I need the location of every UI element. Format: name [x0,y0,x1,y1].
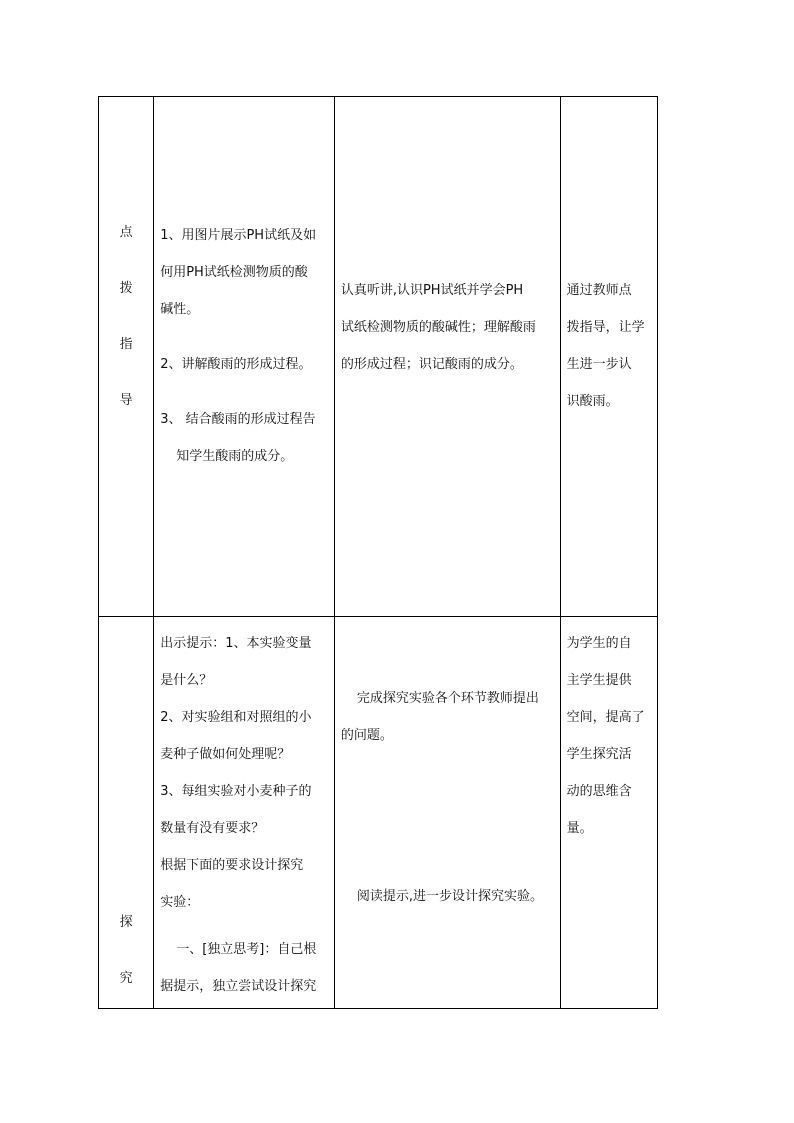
teacher-line: 实验： [160,895,200,910]
teacher-line: 一、[独立思考]：自己根 [176,942,317,957]
teacher-line: 2、对实验组和对照组的小 [160,710,312,725]
teacher-activity-cell [154,617,335,1009]
intent-line: 量。 [566,821,593,836]
stage-char: 点 [119,225,133,240]
stage-cell [99,617,154,1009]
teacher-line: 麦种子做如何处理呢？ [160,747,291,762]
teacher-line: 3、 结合酸雨的形成过程告 [160,412,316,427]
intent-line: 主学生提供 [566,673,632,688]
stage-char: 探 [119,915,133,930]
teacher-line: 根据下面的要求设计探究 [160,858,304,873]
student-line: 完成探究实验各个环节教师提出 [356,691,539,706]
intent-line: 识酸雨。 [566,394,619,409]
teacher-line: 2、讲解酸雨的形成过程。 [160,357,312,372]
stage-char: 拨 [119,281,133,296]
table-row [99,97,658,617]
student-line: 的问题。 [340,728,393,743]
intent-line: 学生探究活 [566,747,632,762]
intent-line: 拨指导，让学 [566,320,645,335]
teacher-line: 出示提示：1、本实验变量 [160,636,312,651]
student-activity-cell [334,97,560,617]
intent-line: 动的思维含 [566,784,632,799]
student-line: 的形成过程；识记酸雨的成分。 [340,357,523,372]
stage-char: 究 [119,971,133,986]
intent-line: 为学生的自 [566,636,632,651]
stage-char: 导 [119,393,133,408]
student-line: 阅读提示,进一步设计探究实验。 [356,889,543,904]
table-row [99,617,658,1009]
intent-line: 空间，提高了 [566,710,645,725]
student-line: 认真听讲,认识PH试纸并学会PH [340,283,524,298]
teacher-line: 3、每组实验对小麦种子的 [160,784,312,799]
intent-line: 生进一步认 [566,357,632,372]
intent-line: 通过教师点 [566,283,632,298]
student-line: 试纸检测物质的酸碱性；理解酸雨 [340,320,536,335]
teacher-line: 知学生酸雨的成分。 [176,449,294,464]
design-intent-cell [560,97,657,617]
stage-char: 指 [119,337,133,352]
design-intent-cell [560,617,657,1009]
teacher-line: 据提示，独立尝试设计探究 [160,979,317,994]
teacher-activity-cell [154,97,335,617]
teacher-line: 是什么？ [160,673,213,688]
stage-cell [99,97,154,617]
teacher-line: 1、用图片展示PH试纸及如 [160,228,317,243]
teacher-line: 何用PH试纸检测物质的酸 [160,265,308,280]
teacher-line: 碱性。 [160,302,200,317]
lesson-plan-table [98,96,658,1009]
student-activity-cell [334,617,560,1009]
teacher-line: 数量有没有要求？ [160,821,265,836]
